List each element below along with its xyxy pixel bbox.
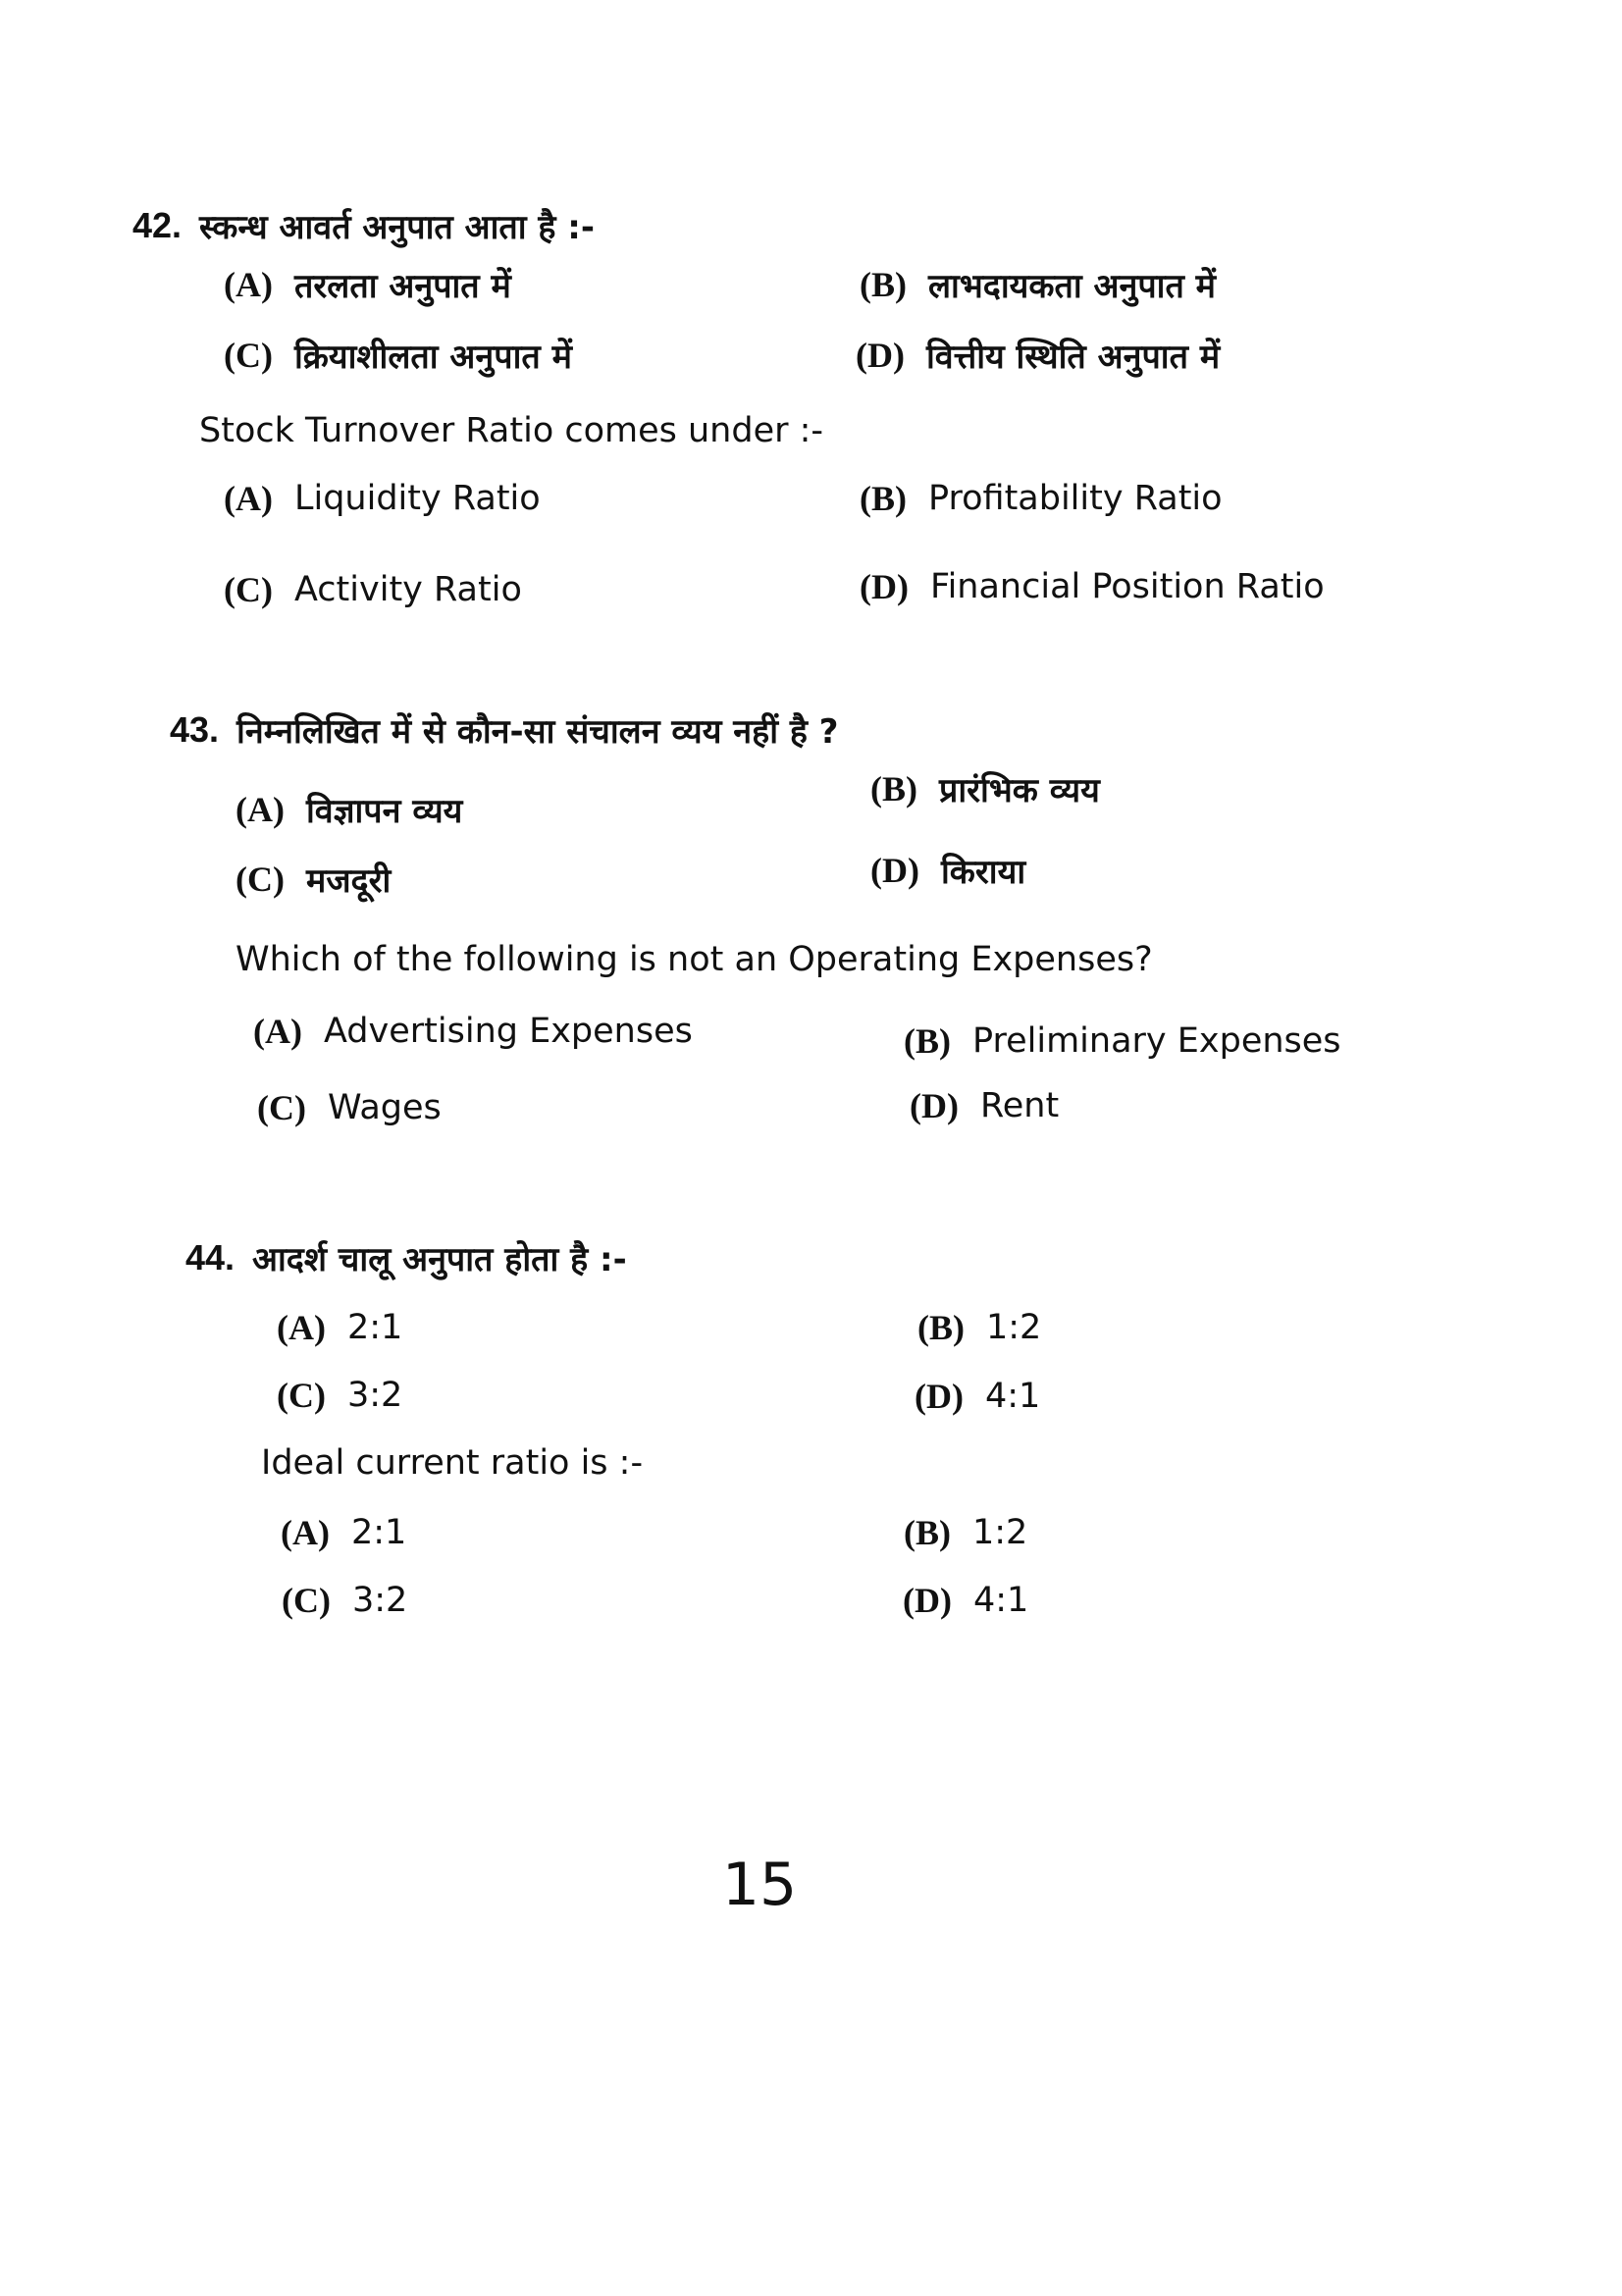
option-text: 1:2 [986,1308,1042,1347]
option-text: तरलता अनुपात में [293,267,511,306]
question-3-hindi [185,1235,627,1280]
option-label: (C) [257,1088,306,1127]
option-text: वित्तीय स्थिति अनुपात में [925,338,1221,377]
option-text: 4:1 [984,1377,1041,1416]
option-label: (B) [904,1021,951,1061]
option-hindi[interactable] [870,766,1100,811]
question-text-hindi: स्कन्ध आवर्त अनुपात आता है :- [199,208,595,247]
option-label: (D) [860,567,909,606]
option-label: (A) [224,265,273,304]
option-hindi[interactable] [870,848,1025,893]
option-label: (D) [870,851,919,890]
option-english[interactable] [257,1087,442,1128]
option-text: मजदूरी [305,861,392,901]
option-hindi[interactable] [235,857,391,902]
option-hindi[interactable] [224,333,572,378]
option-english[interactable] [904,1020,1341,1062]
option-label: (C) [277,1376,326,1415]
option-label: (A) [235,790,285,829]
question-number: 43. [170,709,220,750]
option-hindi[interactable] [224,262,511,307]
option-label: (A) [281,1513,330,1552]
option-english[interactable] [281,1512,406,1553]
question-3-english: Ideal current ratio is :- [261,1443,644,1483]
option-hindi[interactable] [235,787,462,832]
option-text: किराया [940,853,1026,892]
option-text: 3:2 [351,1581,408,1620]
option-text: Rent [979,1086,1060,1125]
option-english[interactable] [903,1580,1028,1621]
option-text: 1:2 [972,1513,1028,1552]
option-text: 4:1 [972,1581,1029,1620]
option-english[interactable] [253,1011,693,1052]
option-english[interactable] [910,1085,1059,1126]
option-text: Wages [327,1088,442,1127]
question-number: 44. [185,1237,235,1278]
option-text: लाभदायकता अनुपात में [928,267,1216,306]
option-label: (D) [856,336,905,375]
option-text: Advertising Expenses [323,1012,693,1051]
option-english[interactable] [904,1512,1027,1553]
option-text: Activity Ratio [293,570,522,609]
question-2-hindi [170,707,838,753]
question-number: 42. [132,205,183,245]
option-label: (C) [235,860,285,899]
option-label: (A) [253,1012,302,1051]
option-text: 2:1 [346,1308,403,1347]
option-english[interactable] [224,569,522,610]
option-text: Preliminary Expenses [972,1021,1341,1061]
option-hindi[interactable] [856,333,1220,378]
question-1-english: Stock Turnover Ratio comes under :- [199,411,824,450]
option-text: प्रारंभिक व्यय [939,771,1100,810]
option-label: (B) [904,1513,951,1552]
option-text: क्रियाशीलता अनुपात में [293,338,572,377]
option-label: (A) [277,1308,326,1347]
option-label: (D) [910,1086,959,1125]
option-hindi[interactable] [277,1375,402,1416]
option-english[interactable] [860,566,1325,607]
option-label: (C) [224,336,273,375]
option-english[interactable] [224,478,541,519]
option-hindi[interactable] [915,1376,1040,1417]
option-label: (D) [903,1581,952,1620]
option-label: (B) [860,479,907,518]
option-hindi[interactable] [860,262,1216,307]
option-label: (D) [915,1377,964,1416]
option-label: (B) [860,265,907,304]
option-hindi[interactable] [277,1307,402,1348]
question-2-english: Which of the following is not an Operating Expenses? [235,940,1153,979]
option-label: (C) [224,570,273,609]
option-label: (A) [224,479,273,518]
option-text: विज्ञापन व्यय [305,792,463,831]
option-hindi[interactable] [917,1307,1041,1348]
option-text: Financial Position Ratio [929,567,1325,606]
option-label: (C) [282,1581,331,1620]
option-text: Liquidity Ratio [293,479,541,518]
page-number: 15 [721,1851,798,1919]
question-1-hindi [132,203,595,248]
question-text-hindi: निम्नलिखित में से कौन-सा संचालन व्यय नहीं है ? [236,712,839,752]
option-english[interactable] [860,478,1223,519]
option-text: Profitability Ratio [928,479,1223,518]
option-text: 3:2 [346,1376,403,1415]
option-label: (B) [870,769,917,809]
question-text-hindi: आदर्श चालू अनुपात होता है :- [252,1240,627,1279]
option-english[interactable] [282,1580,407,1621]
option-text: 2:1 [350,1513,407,1552]
option-label: (B) [917,1308,965,1347]
